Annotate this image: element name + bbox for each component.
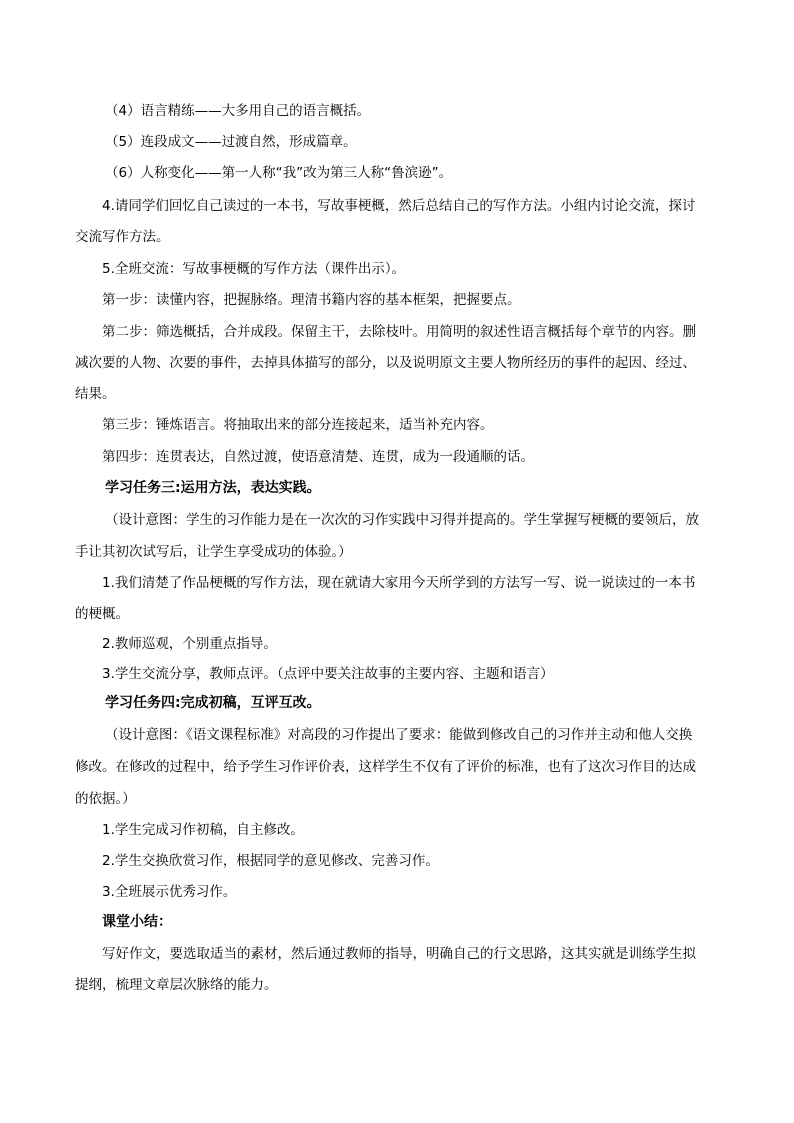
paragraph-line: 2.学生交换欣赏习作，根据同学的意见修改、完善习作。	[102, 853, 439, 869]
section-heading: 学习任务三:运用方法，表达实践。	[105, 480, 321, 496]
paragraph-line: 2.教师巡观，个别重点指导。	[102, 636, 277, 652]
paragraph-line: 手让其初次试写后，让学生享受成功的体验。）	[75, 544, 352, 560]
paragraph-line: 1.学生完成习作初稿，自主修改。	[102, 822, 304, 838]
paragraph-line: 修改。在修改的过程中，给予学生习作评价表，这样学生不仅有了评价的标准，也有了这次习作目的达成	[75, 759, 696, 775]
paragraph-line: 第二步：筛选概括，合并成段。保留主干，去除枝叶。用简明的叙述性语言概括每个章节的内容。删	[102, 324, 696, 340]
paragraph-line: 5.全班交流：写故事梗概的写作方法（课件出示）。	[102, 261, 406, 277]
paragraph-line: 结果。	[75, 386, 116, 402]
section-heading: 课堂小结：	[102, 914, 172, 930]
paragraph-line: 交流写作方法。	[75, 229, 170, 245]
paragraph-line: 减次要的人物、次要的事件，去掉具体描写的部分，以及说明原文主要人物所经历的事件的起因、经过、	[75, 355, 696, 371]
paragraph-line: 写好作文，要选取适当的素材，然后通过教师的指导，明确自己的行文思路，这其实就是训练学生拟	[102, 946, 696, 962]
paragraph-line: 4.请同学们回忆自己读过的一本书，写故事梗概，然后总结自己的写作方法。小组内讨论交流，探讨	[102, 198, 696, 214]
paragraph-line: 1.我们清楚了作品梗概的写作方法，现在就请大家用今天所学到的方法写一写、说一说读过的一本书	[102, 575, 696, 591]
paragraph-line: 3.学生交流分享，教师点评。（点评中要关注故事的主要内容、主题和语言）	[102, 666, 554, 682]
paragraph-line: 第四步：连贯表达，自然过渡，使语意清楚、连贯，成为一段通顺的话。	[102, 449, 534, 465]
paragraph-line: 的依据。）	[75, 791, 136, 807]
paragraph-line: （设计意图：学生的习作能力是在一次次的习作实践中习得并提高的。学生掌握写梗概的要领后，放	[105, 512, 699, 528]
paragraph-line: 的梗概。	[75, 606, 129, 622]
paragraph-line: 第一步：读懂内容，把握脉络。理清书籍内容的基本框架，把握要点。	[102, 292, 521, 308]
section-heading: 学习任务四:完成初稿，互评互改。	[105, 695, 321, 711]
paragraph-line: 3.全班展示优秀习作。	[102, 884, 237, 900]
paragraph-line: （4）语言精练——大多用自己的语言概括。	[105, 103, 371, 119]
paragraph-line: （设计意图：《语文课程标准》对高段的习作提出了要求：能做到修改自己的习作并主动和他人交换	[105, 727, 693, 743]
paragraph-line: （6）人称变化——第一人称“我”改为第三人称“鲁滨逊”。	[105, 165, 453, 181]
paragraph-line: 提纲，梳理文章层次脉络的能力。	[75, 977, 278, 993]
paragraph-line: （5）连段成文——过渡自然，形成篇章。	[105, 134, 357, 150]
paragraph-line: 第三步：锤炼语言。将抽取出来的部分连接起来，适当补充内容。	[102, 417, 494, 433]
